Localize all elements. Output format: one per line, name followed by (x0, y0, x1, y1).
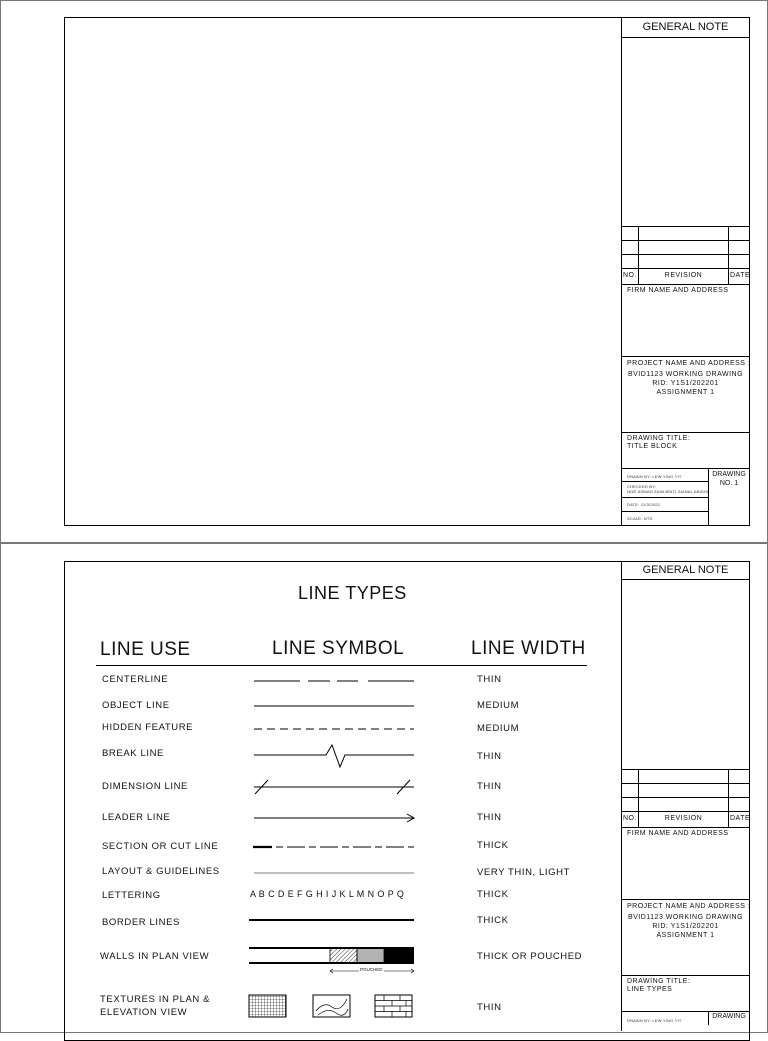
row-width-lettering: THICK (477, 889, 509, 900)
title-block-divider (621, 17, 622, 526)
col-header-line-use: LINE USE (100, 639, 191, 660)
divider (621, 481, 708, 482)
drawing-title-label: DRAWING TITLE: (627, 435, 691, 442)
date: DATE: 11/3/2022 (627, 502, 661, 507)
textures-symbol (249, 995, 412, 1017)
leader-line-symbol (254, 814, 414, 822)
drawing-no-value: NO. 1 (719, 480, 739, 487)
row-use-border-lines: BORDER LINES (102, 917, 180, 928)
divider (728, 769, 729, 827)
walls-symbol (249, 948, 414, 973)
revision-label-2: REVISION (664, 815, 703, 822)
dimension-line-symbol (254, 780, 414, 794)
col-header-line-symbol: LINE SYMBOL (272, 638, 405, 659)
divider (621, 783, 749, 784)
row-width-border-lines: THICK (477, 915, 509, 926)
firm-name-label-2: FIRM NAME AND ADDRESS (627, 830, 729, 837)
row-use-leader-line: LEADER LINE (102, 812, 171, 823)
drawn-by-2: DRAWN BY: LEW YING YIT (627, 1018, 682, 1023)
project-name-label: PROJECT NAME AND ADDRESS : (627, 360, 751, 367)
row-use-dimension-line: DIMENSION LINE (102, 781, 188, 792)
project-line-1-2: BVID1123 WORKING DRAWING (627, 914, 744, 921)
row-width-leader-line: THIN (477, 812, 502, 823)
row-width-break-line: THIN (477, 751, 502, 762)
divider (621, 975, 749, 976)
divider (621, 497, 708, 498)
row-width-hidden-feature: MEDIUM (477, 723, 520, 734)
scale: SCALE: NTS (627, 516, 653, 521)
divider (621, 769, 749, 770)
row-width-walls: THICK OR POUCHED (477, 951, 583, 962)
revision-date-label-2: DATE (730, 815, 751, 822)
line-symbols (0, 543, 620, 1024)
revision-no-label-2: NO. (623, 815, 637, 822)
break-line-symbol (254, 745, 414, 767)
lettering-sample: A B C D E F G H I J K L M N O P Q (250, 889, 405, 899)
drawing-title-value: TITLE BLOCK (627, 443, 678, 450)
col-header-line-width: LINE WIDTH (471, 638, 586, 659)
row-width-layout-guidelines: VERY THIN, LIGHT (477, 867, 571, 878)
divider (621, 432, 749, 433)
divider (728, 226, 729, 284)
row-width-dimension-line: THIN (477, 781, 502, 792)
row-use-object-line: OBJECT LINE (102, 700, 170, 711)
row-width-centerline: THIN (477, 674, 502, 685)
row-width-object-line: MEDIUM (477, 700, 520, 711)
row-use-centerline: CENTERLINE (102, 674, 169, 685)
divider (621, 561, 622, 1031)
sheet-2 (0, 543, 768, 1024)
drawing-no-label: DRAWING (712, 471, 746, 478)
divider (621, 899, 749, 900)
row-use-lettering: LETTERING (102, 890, 161, 901)
row-width-textures: THIN (477, 1002, 502, 1013)
row-width-section-line: THICK (477, 840, 509, 851)
revision-label: REVISION (664, 272, 703, 279)
row-use-textures: TEXTURES IN PLAN & (100, 994, 211, 1005)
divider (621, 811, 749, 812)
row-use-layout-guidelines: LAYOUT & GUIDELINES (102, 866, 220, 877)
project-line-3-2: ASSIGNMENT 1 (656, 932, 715, 939)
project-line-1: BVID1123 WORKING DRAWING (627, 371, 744, 378)
project-line-2-2: RID: Y1S1/202201 (652, 923, 719, 930)
divider (621, 827, 749, 828)
general-note-header-2: GENERAL NOTE (642, 564, 729, 576)
pouched-label: POUCHED (360, 967, 383, 972)
drawing-title-value-2: LINE TYPES (627, 986, 673, 993)
divider (621, 511, 708, 512)
project-name-label-2: PROJECT NAME AND ADDRESS : (627, 903, 751, 910)
checked-by-label: CHECKED BY: (627, 484, 657, 489)
divider (621, 1011, 749, 1012)
row-use-hidden-feature: HIDDEN FEATURE (102, 722, 194, 733)
revision-date-label: DATE (730, 272, 751, 279)
row-use-textures-line2: ELEVATION VIEW (100, 1007, 188, 1018)
divider (621, 254, 749, 255)
row-use-walls: WALLS IN PLAN VIEW (100, 951, 210, 962)
drawing-title-label-2: DRAWING TITLE: (627, 978, 691, 985)
divider (621, 797, 749, 798)
checked-by-name: NOR ASMAH ZAIN BINTI ZAINAL ABIDIN (627, 489, 709, 494)
divider (621, 356, 749, 357)
drawn-by: DRAWN BY: LEW YING YIT (627, 474, 682, 479)
divider (621, 468, 749, 469)
drawing-no-label-2: DRAWING (712, 1013, 746, 1020)
divider (621, 284, 749, 285)
revision-no-label: NO. (623, 272, 637, 279)
divider (621, 37, 749, 38)
divider (621, 579, 749, 580)
divider (621, 268, 749, 269)
project-line-3: ASSIGNMENT 1 (656, 389, 715, 396)
row-use-section-line: SECTION OR CUT LINE (102, 841, 219, 852)
line-types-title: LINE TYPES (298, 583, 407, 603)
divider (621, 240, 749, 241)
project-line-2: RID: Y1S1/202201 (652, 380, 719, 387)
row-use-break-line: BREAK LINE (102, 748, 164, 759)
general-note-header: GENERAL NOTE (642, 21, 729, 33)
divider (621, 226, 749, 227)
firm-name-label: FIRM NAME AND ADDRESS (627, 287, 729, 294)
